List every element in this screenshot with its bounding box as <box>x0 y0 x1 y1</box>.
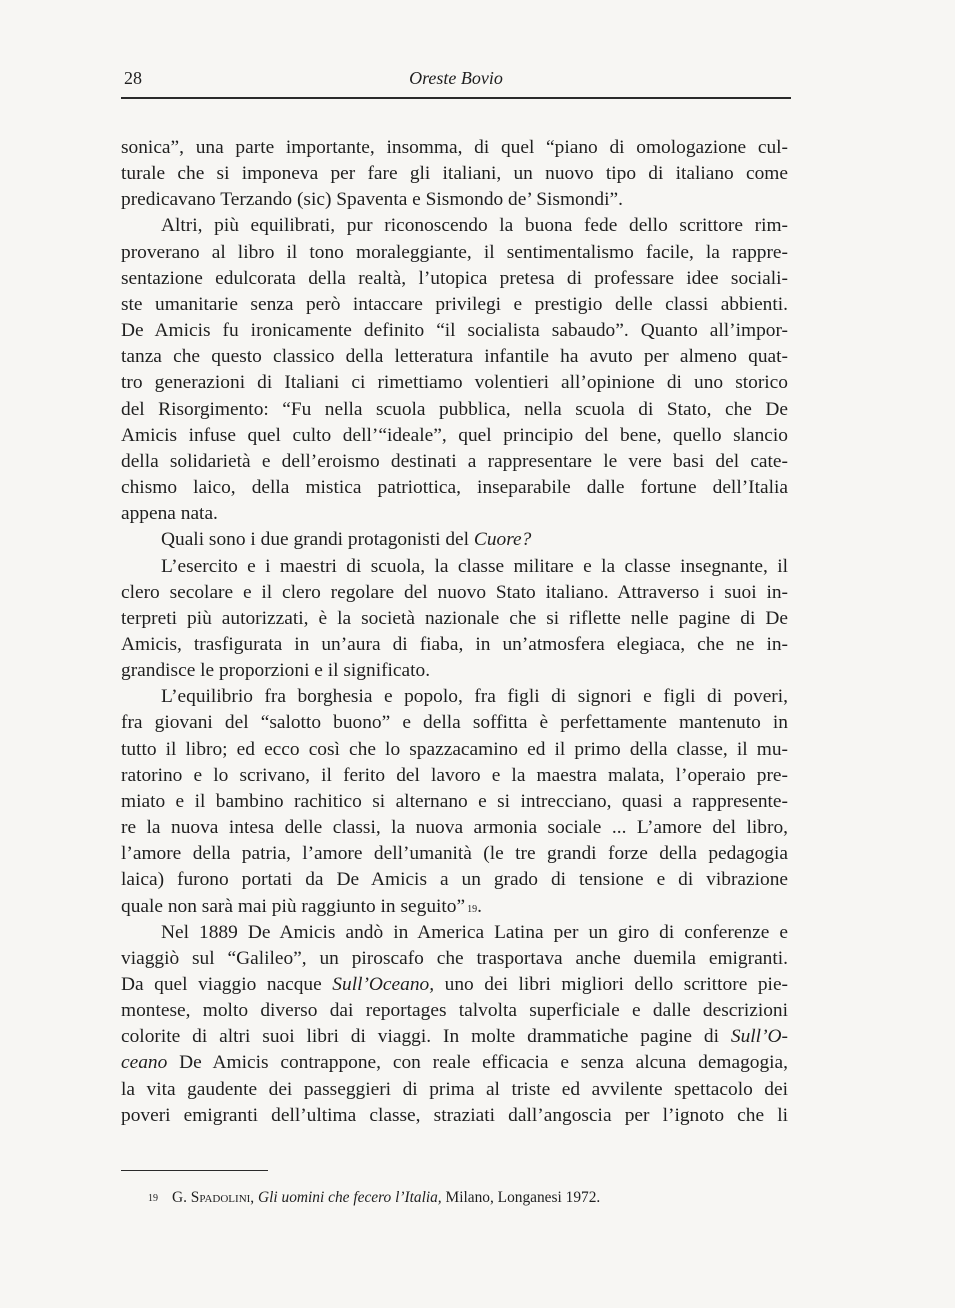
text-line: turale che si imponeva per fare gli italiani, un nuovo tipo di italiano come <box>121 163 788 185</box>
book-title-sulloceano: Sull’O- <box>730 1026 788 1048</box>
footnote-title: Gli uomini che fecero l’Italia, <box>258 1189 442 1206</box>
paragraph-start: Nel 1889 De Amicis andò in America Latina per un giro di conferenze e <box>161 921 788 943</box>
text-line: della solidarietà e dell’eroismo destinati a rappresentare le vere basi del cate- <box>121 450 788 472</box>
text-line: clero secolare e il clero regolare del nuovo Stato italiano. Attraverso i suoi in- <box>121 581 788 603</box>
text-run: Quali sono i due grandi protagonisti del <box>161 529 474 551</box>
paragraph-start: L’esercito e i maestri di scuola, la classe militare e la classe insegnante, il <box>161 555 788 577</box>
text-line: tanza che questo classico della letteratura infantile ha avuto per almeno quat- <box>121 346 788 368</box>
text-line: viaggiò sul “Galileo”, un piroscafo che trasportava anche duemila emigranti. <box>121 947 788 969</box>
text-line: tutto il libro; ed ecco così che lo spazzacamino ed il primo della classe, il mu- <box>121 738 788 760</box>
footnote-rule <box>121 1170 268 1171</box>
text-line: la vita gaudente dei passeggieri di prima al triste ed avvilente spettacolo dei <box>121 1078 788 1100</box>
text-line: sonica”, una parte importante, insomma, di quel “piano di omologazione cul- <box>121 137 788 158</box>
paragraph-start <box>121 527 788 553</box>
body-text <box>121 135 788 1129</box>
text-line <box>121 894 788 920</box>
running-header <box>121 66 791 94</box>
text-line: l’amore della patria, l’amore dell’umanità (le tre grandi forze della pedagogia <box>121 843 788 865</box>
text-line: sentazione edulcorata della realtà, l’utopica pretesa di professare idee sociali- <box>121 267 788 289</box>
footnote-author: G. Spadolini, <box>172 1189 255 1206</box>
text-line: fra giovani del “salotto buono” e della soffitta è perfettamente mantenuto in <box>121 712 788 734</box>
text-line: De Amicis fu ironicamente definito “il socialista sabaudo”. Quanto all’impor- <box>121 320 788 342</box>
text-line: chismo laico, della mistica patriottica, inseparabile dalle fortune dell’Italia <box>121 477 788 499</box>
text-line: poveri emigranti dell’ultima classe, straziati dall’angoscia per l’ignoto che li <box>121 1104 788 1126</box>
book-title-sulloceano: ceano <box>121 1052 168 1074</box>
page-number: 28 <box>124 68 142 88</box>
footnote-reference: 19 <box>467 903 478 915</box>
book-title-sulloceano: Sull’Oceano, <box>332 974 435 995</box>
paragraph-start: Altri, più equilibrati, pur riconoscendo la buona fede dello scrittore rim- <box>161 215 788 237</box>
footnote-publisher: Milano, Longanesi 1972. <box>441 1189 601 1206</box>
text-line: Amicis, trasfigurata in un’aura di fiaba, in un’atmosfera elegiaca, che ne in- <box>121 633 788 655</box>
text-line <box>121 1050 788 1076</box>
text-run: De Amicis contrappone, con reale efficacia e senza alcuna demagogia, <box>167 1052 788 1074</box>
text-line: montese, molto diverso dai reportages talvolta superficiale e dalle descrizioni <box>121 1000 788 1022</box>
text-line: ste umanitarie senza però intaccare privilegi e prestigio delle classi abbienti. <box>121 293 788 315</box>
text-run: colorite di altri suoi libri di viaggi. In molte drammatiche pagine di <box>121 1026 731 1048</box>
text-line: laica) furono portati da De Amicis a un grado di tensione e di vibrazione <box>121 869 788 891</box>
text-line: proverano al libro il tono moraleggiante, il sentimentalismo facile, la rappre- <box>121 241 788 263</box>
text-line <box>121 1024 788 1050</box>
text-line: ratorino e lo scrivano, il ferito del lavoro e la maestra malata, l’operaio pre- <box>121 764 788 786</box>
text-line: del Risorgimento: “Fu nella scuola pubblica, nella scuola di Stato, che De <box>121 398 788 420</box>
text-line: tro generazioni di Italiani ci rimettiamo volentieri all’opinione di uno storico <box>121 372 788 394</box>
header-rule <box>121 97 791 99</box>
book-title-cuore: Cuore? <box>473 529 532 551</box>
text-line: Amicis infuse quel culto dell’“ideale”, quel principio del bene, quello slancio <box>121 424 788 446</box>
text-run: Da quel viaggio nacque <box>121 974 333 995</box>
text-line <box>121 972 788 998</box>
paragraph-start: L’equilibrio fra borghesia e popolo, fra figli di signori e figli di poveri, <box>161 686 788 708</box>
text-run: uno dei libri migliori dello scrittore pie- <box>434 974 789 995</box>
footnote <box>148 1188 788 1208</box>
footnote-marker: 19 <box>148 1193 158 1204</box>
text-line: miato e il bambino rachitico si alternano e si intrecciano, quasi a rappresente- <box>121 790 788 812</box>
text-line: grandisce le proporzioni e il significato. <box>121 660 431 682</box>
text-line: appena nata. <box>121 503 218 525</box>
text-line: predicavano Terzando (sic) Spaventa e Sismondo de’ Sismondi”. <box>121 189 623 211</box>
text-line: terpreti più autorizzati, è la società nazionale che si riflette nelle pagine di De <box>121 607 788 629</box>
text-run: quale non sarà mai più raggiunto in seguito” <box>121 895 466 917</box>
text-run: . <box>477 895 482 917</box>
running-title: Oreste Bovio <box>409 68 503 88</box>
text-line: re la nuova intesa delle classi, la nuova armonia sociale ... L’amore del libro, <box>121 817 788 839</box>
